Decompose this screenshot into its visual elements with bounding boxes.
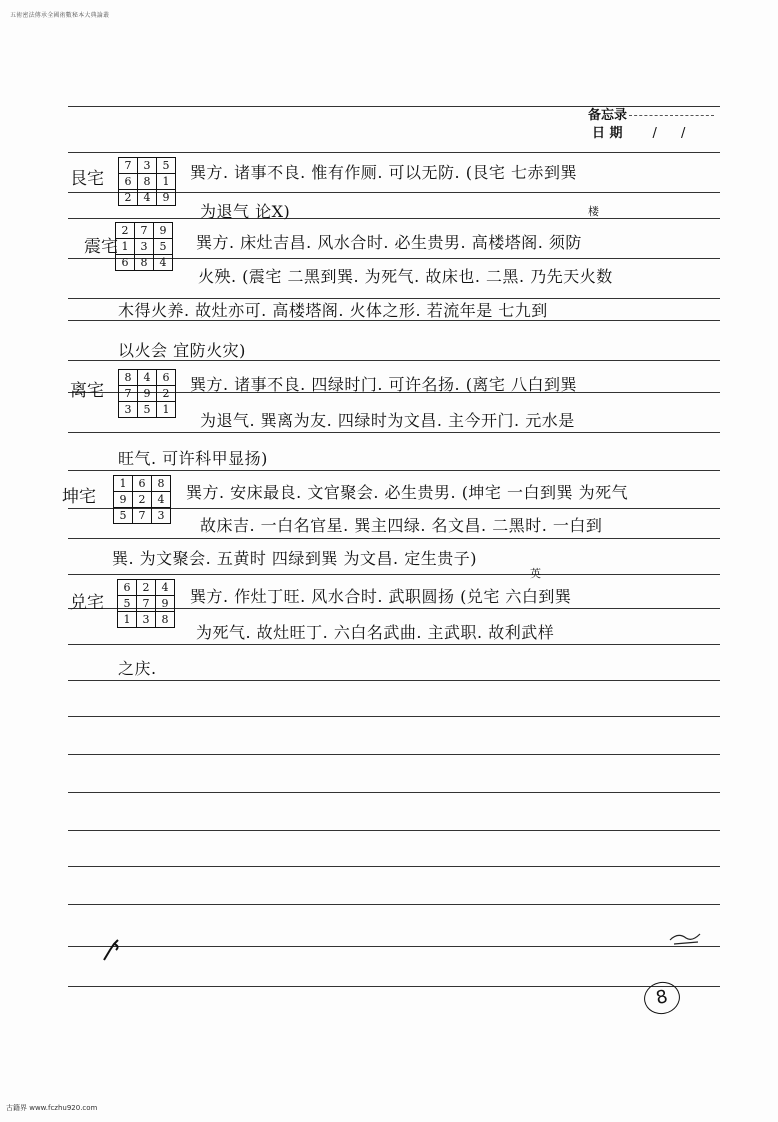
grid-cell: 9 — [138, 386, 157, 402]
grid-cell: 5 — [114, 508, 133, 524]
grid-cell: 2 — [137, 580, 156, 596]
entry-text-line: 为退气. 巽离为友. 四绿时为文昌. 主今开门. 元水是 — [200, 411, 575, 430]
grid-cell: 5 — [138, 402, 157, 418]
luoshu-grid — [118, 157, 176, 206]
ruled-line — [68, 946, 720, 947]
entry-label: 艮宅 — [70, 169, 104, 189]
grid-cell: 2 — [157, 386, 176, 402]
entry-label: 坤宅 — [62, 487, 96, 507]
ruled-line — [68, 538, 720, 539]
grid-cell: 6 — [118, 580, 137, 596]
grid-cell: 3 — [137, 612, 156, 628]
ruled-line — [68, 680, 720, 681]
entry-label: 兑宅 — [70, 593, 104, 613]
grid-cell: 1 — [116, 239, 135, 255]
grid-cell: 7 — [119, 158, 138, 174]
ruled-line — [68, 470, 720, 471]
ruled-line — [68, 574, 720, 575]
entry-text-line: 巽方. 安床最良. 文官聚会. 必生贵男. (坤宅 一白到巽 为死气 — [186, 483, 629, 502]
entry-text-line: 为退气 论X) — [200, 202, 291, 221]
luoshu-grid — [115, 222, 173, 271]
ruled-line — [68, 432, 720, 433]
grid-cell: 4 — [138, 370, 157, 386]
grid-cell: 8 — [119, 370, 138, 386]
page-number: 8 — [641, 979, 683, 1018]
entry-text-line: 巽方. 作灶丁旺. 风水合时. 武职圆扬 (兑宅 六白到巽 — [190, 587, 572, 606]
luoshu-grid — [117, 579, 175, 628]
inserted-character: 英 — [530, 567, 541, 580]
source-note: 五術密法傳承全國術數秘本大典論叢 — [10, 12, 110, 19]
grid-cell: 3 — [119, 402, 138, 418]
grid-cell: 7 — [135, 223, 154, 239]
grid-cell: 9 — [156, 596, 175, 612]
footer-watermark: 古籍界 www.fczhu920.com — [6, 1104, 98, 1112]
luoshu-grid — [113, 475, 171, 524]
ruled-line — [68, 904, 720, 905]
ruled-line — [68, 644, 720, 645]
entry-text-line: 之庆. — [118, 659, 157, 678]
grid-cell: 5 — [157, 158, 176, 174]
ruled-line — [68, 152, 720, 153]
grid-cell: 8 — [156, 612, 175, 628]
grid-cell: 4 — [154, 255, 173, 271]
grid-cell: 9 — [154, 223, 173, 239]
grid-cell: 1 — [118, 612, 137, 628]
grid-cell: 5 — [118, 596, 137, 612]
entry-text-line: 为死气. 故灶旺丁. 六白名武曲. 主武职. 故利武样 — [196, 623, 555, 642]
ruled-line — [68, 754, 720, 755]
grid-cell: 1 — [157, 402, 176, 418]
scribble-icon — [668, 926, 708, 946]
grid-cell: 7 — [119, 386, 138, 402]
ruled-line — [68, 716, 720, 717]
grid-cell: 4 — [138, 190, 157, 206]
grid-cell: 6 — [116, 255, 135, 271]
ruled-line — [68, 792, 720, 793]
grid-cell: 8 — [138, 174, 157, 190]
grid-cell: 1 — [157, 174, 176, 190]
luoshu-grid — [118, 369, 176, 418]
grid-cell: 6 — [119, 174, 138, 190]
grid-cell: 2 — [119, 190, 138, 206]
entry-text-line: 以火会 宜防火灾) — [118, 341, 246, 360]
ink-mark-icon — [100, 936, 124, 964]
grid-cell: 1 — [114, 476, 133, 492]
memo-label: 备忘录 — [588, 104, 714, 123]
grid-cell: 8 — [152, 476, 171, 492]
grid-cell: 7 — [133, 508, 152, 524]
grid-cell: 8 — [135, 255, 154, 271]
entry-text-line: 巽方. 诸事不良. 惟有作厕. 可以无防. (艮宅 七赤到巽 — [190, 163, 578, 182]
grid-cell: 2 — [116, 223, 135, 239]
entry-text-line: 火殃. (震宅 二黑到巽. 为死气. 故床也. 二黑. 乃先天火数 — [198, 267, 613, 286]
grid-cell: 6 — [133, 476, 152, 492]
entry-text-line: 巽方. 床灶吉昌. 风水合时. 必生贵男. 高楼塔阁. 须防 — [196, 233, 582, 252]
entry-text-line: 故床吉. 一白名官星. 巽主四绿. 名文昌. 二黑时. 一白到 — [200, 516, 603, 535]
grid-cell: 4 — [152, 492, 171, 508]
grid-cell: 2 — [133, 492, 152, 508]
entry-text-line: 巽. 为文聚会. 五黄时 四绿到巽 为文昌. 定生贵子) — [112, 549, 477, 568]
entry-text-line: 巽方. 诸事不良. 四绿时门. 可许名扬. (离宅 八白到巽 — [190, 375, 578, 394]
entry-text-line: 旺气. 可许科甲显扬) — [118, 449, 268, 468]
grid-cell: 9 — [114, 492, 133, 508]
ruled-line — [68, 830, 720, 831]
entry-label: 离宅 — [70, 381, 104, 401]
grid-cell: 5 — [154, 239, 173, 255]
grid-cell: 3 — [138, 158, 157, 174]
ruled-line — [68, 866, 720, 867]
inserted-character: 楼 — [588, 205, 599, 218]
grid-cell: 3 — [135, 239, 154, 255]
entry-label: 震宅 — [84, 237, 118, 257]
grid-cell: 7 — [137, 596, 156, 612]
date-label: 日 期 / / — [592, 126, 696, 141]
ruled-line — [68, 218, 720, 219]
grid-cell: 6 — [157, 370, 176, 386]
ruled-line — [68, 106, 720, 107]
grid-cell: 3 — [152, 508, 171, 524]
grid-cell: 4 — [156, 580, 175, 596]
entry-text-line: 木得火养. 故灶亦可. 高楼塔阁. 火体之形. 若流年是 七九到 — [118, 301, 548, 320]
ruled-line — [68, 986, 720, 987]
grid-cell: 9 — [157, 190, 176, 206]
